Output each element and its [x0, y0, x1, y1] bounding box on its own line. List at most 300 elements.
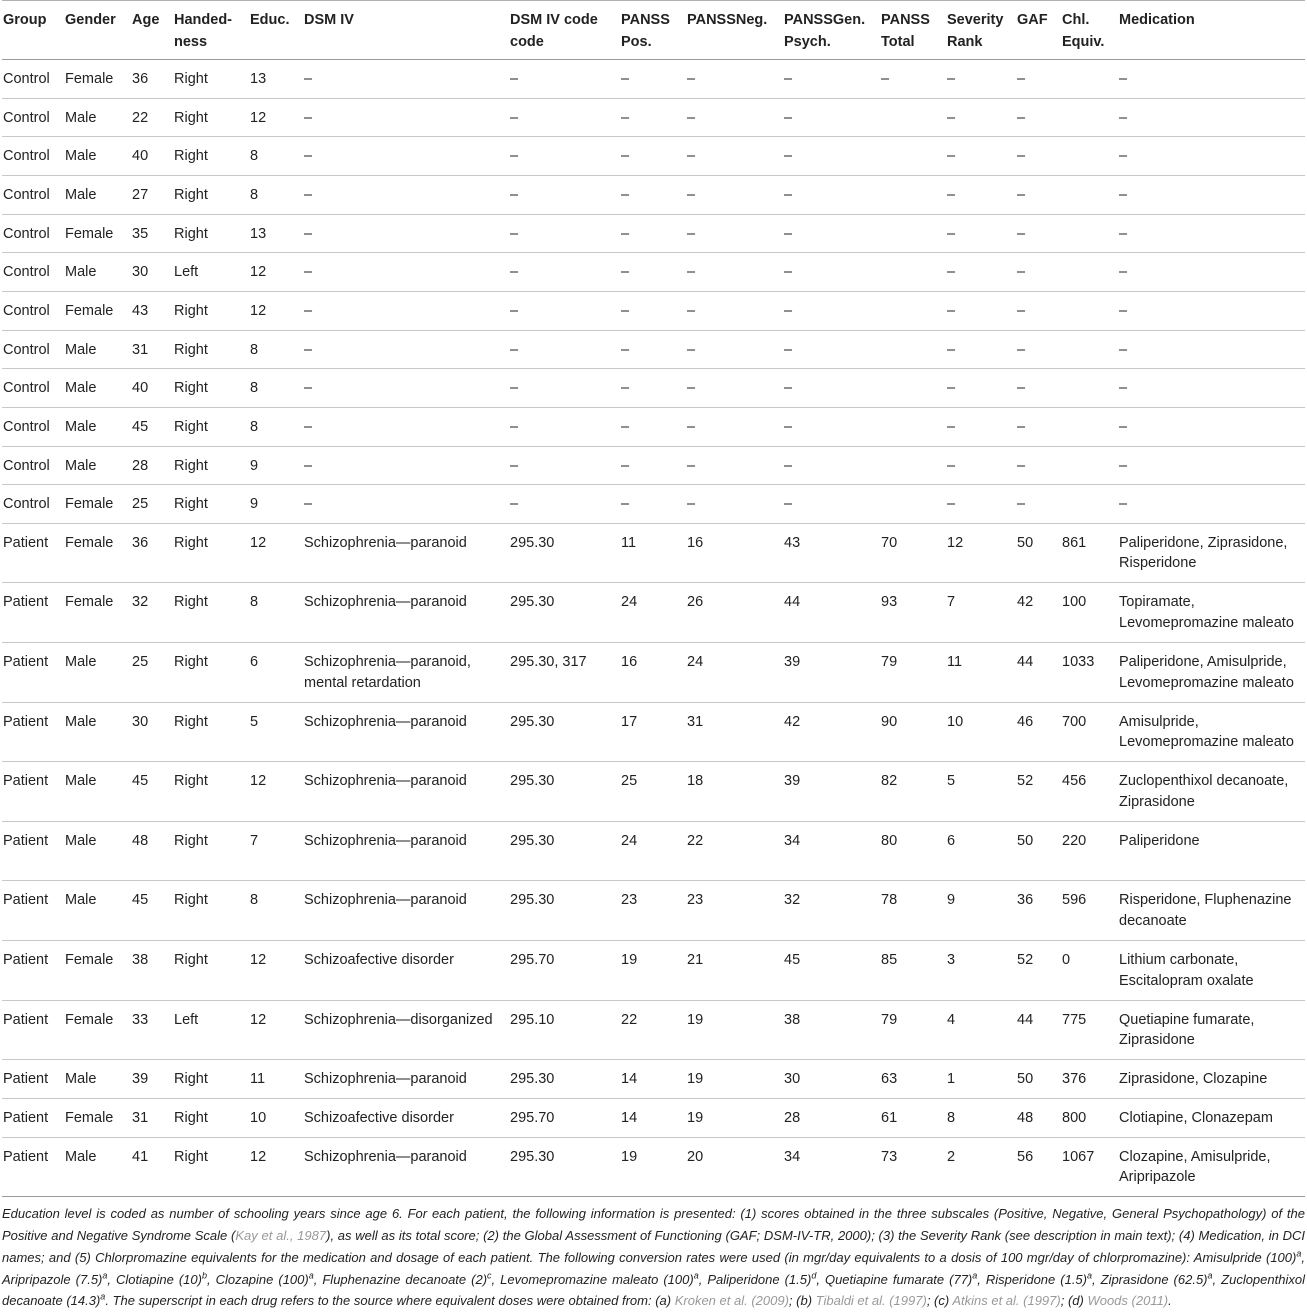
- cell-text: –: [510, 71, 519, 87]
- cell-neg: [686, 175, 783, 214]
- cell-text: –: [687, 302, 696, 319]
- cell-text: 12: [947, 534, 964, 551]
- ref-link[interactable]: Kroken et al. (2009): [674, 1293, 789, 1309]
- cell-chl: [1061, 214, 1118, 253]
- cell-text: 50: [1017, 832, 1034, 849]
- cell-text: –: [621, 264, 630, 281]
- cell-text: 100: [1062, 594, 1087, 611]
- column-header: [1118, 1, 1305, 60]
- cell-code: [509, 60, 620, 99]
- cell-text: 23: [687, 892, 704, 909]
- table-row: [2, 643, 1305, 703]
- cell-educ: [249, 369, 303, 408]
- cell-text: Clotiapine, Clonazepam: [1119, 1109, 1273, 1126]
- cell-text: Male: [65, 832, 97, 849]
- cell-text: Control: [3, 302, 50, 319]
- cell-text: –: [687, 71, 696, 87]
- cell-hand: [173, 821, 249, 881]
- cell-text: Patient: [3, 892, 49, 909]
- cell-text: Right: [174, 773, 208, 790]
- ref-link[interactable]: Tibaldi et al. (1997): [815, 1293, 927, 1309]
- cell-text: Schizophrenia—paranoid: [304, 1071, 467, 1088]
- cell-educ: [249, 702, 303, 762]
- cell-text: 24: [621, 594, 638, 611]
- cell-pos: [620, 941, 686, 1001]
- cell-code: [509, 821, 620, 881]
- cell-hand: [173, 60, 249, 99]
- cell-educ: [249, 214, 303, 253]
- cell-text: 45: [132, 892, 149, 909]
- cell-hand: [173, 762, 249, 822]
- cell-med: [1118, 1060, 1305, 1099]
- cell-educ: [249, 1098, 303, 1137]
- table-row: [2, 369, 1305, 408]
- cell-gaf: [1016, 821, 1061, 881]
- cell-text: 93: [881, 594, 898, 611]
- cell-text: Left: [174, 1011, 199, 1028]
- footnote-text: Education level is coded as number of schooling years since age 6. For each patient, the following information is presented: (1) scores obtained in the three subscales (Positive, Negative, General Psychopathology) of the Positive and Negative Syndrome Scale (: [2, 1206, 1305, 1243]
- cell-hand: [173, 523, 249, 583]
- cell-text: –: [947, 496, 956, 513]
- cell-neg: [686, 1000, 783, 1060]
- cell-rank: [946, 60, 1016, 99]
- cell-text: –: [621, 496, 630, 513]
- cell-text: Male: [65, 380, 97, 397]
- cell-med: [1118, 881, 1305, 941]
- table-row: [2, 881, 1305, 941]
- cell-rank: [946, 407, 1016, 446]
- column-header: [880, 1, 946, 60]
- cell-text: 27: [132, 186, 149, 203]
- cell-text: –: [621, 302, 630, 319]
- cell-text: –: [510, 380, 519, 397]
- cell-text: Levomepromazine maleato: [1119, 734, 1294, 751]
- cell-text: 22: [687, 832, 704, 849]
- cell-text: 24: [621, 832, 638, 849]
- cell-gender: [64, 485, 131, 524]
- cell-gen: [783, 330, 880, 369]
- cell-dsm: [303, 762, 509, 822]
- cell-text: 19: [621, 952, 638, 969]
- cell-gen: [783, 583, 880, 643]
- cell-text: 295.30, 317: [510, 654, 587, 671]
- cell-gaf: [1016, 523, 1061, 583]
- table-row: [2, 702, 1305, 762]
- cell-chl: [1061, 762, 1118, 822]
- cell-neg: [686, 446, 783, 485]
- cell-text: Patient: [3, 654, 49, 671]
- cell-text: 2: [947, 1148, 956, 1165]
- cell-rank: [946, 1098, 1016, 1137]
- cell-text: –: [947, 71, 956, 87]
- cell-dsm: [303, 60, 509, 99]
- cell-text: –: [1119, 264, 1128, 281]
- cell-pos: [620, 369, 686, 408]
- cell-pos: [620, 60, 686, 99]
- cell-text: Right: [174, 1071, 208, 1088]
- cell-total: [880, 1098, 946, 1137]
- cell-text: –: [784, 264, 793, 281]
- cell-text: Right: [174, 109, 208, 126]
- cell-age: [131, 485, 173, 524]
- cell-gen: [783, 446, 880, 485]
- cell-text: Control: [3, 341, 50, 358]
- cell-code: [509, 702, 620, 762]
- cell-hand: [173, 98, 249, 137]
- cell-text: 50: [1017, 534, 1034, 551]
- cell-text: 39: [784, 654, 801, 671]
- cell-neg: [686, 369, 783, 408]
- cell-med: [1118, 214, 1305, 253]
- cell-gaf: [1016, 446, 1061, 485]
- cell-text: Right: [174, 1148, 208, 1165]
- cell-text: 8: [250, 892, 259, 909]
- cell-text: 0: [1062, 952, 1071, 969]
- cell-neg: [686, 1098, 783, 1137]
- cell-text: –: [621, 225, 630, 242]
- table-row: [2, 485, 1305, 524]
- cell-text: 700: [1062, 713, 1087, 730]
- column-header-line: GAF: [1017, 12, 1048, 28]
- cell-text: Patient: [3, 1109, 49, 1126]
- cell-rank: [946, 583, 1016, 643]
- cell-group: [2, 291, 64, 330]
- cell-text: 73: [881, 1148, 898, 1165]
- cell-pos: [620, 330, 686, 369]
- cell-gender: [64, 60, 131, 99]
- column-header: [131, 1, 173, 60]
- cell-text: –: [1017, 225, 1026, 242]
- cell-text: Schizophrenia—disorganized: [304, 1011, 493, 1028]
- cell-age: [131, 175, 173, 214]
- cell-text: –: [784, 341, 793, 358]
- cell-text: Right: [174, 1109, 208, 1126]
- cell-text: 28: [784, 1109, 801, 1126]
- cell-text: Right: [174, 186, 208, 203]
- cell-text: Right: [174, 380, 208, 397]
- cell-hand: [173, 702, 249, 762]
- cell-pos: [620, 98, 686, 137]
- cell-text: Female: [65, 952, 114, 969]
- table-row: [2, 137, 1305, 176]
- ref-link[interactable]: Kay et al., 1987: [235, 1227, 327, 1243]
- cell-text: 25: [132, 654, 149, 671]
- cell-text: –: [510, 148, 519, 165]
- cell-group: [2, 643, 64, 703]
- cell-text: 20: [687, 1148, 704, 1165]
- column-header: [620, 1, 686, 60]
- column-header: [64, 1, 131, 60]
- cell-text: –: [687, 186, 696, 203]
- cell-age: [131, 1060, 173, 1099]
- cell-neg: [686, 137, 783, 176]
- column-header-line: PANSSGen.: [784, 12, 866, 28]
- cell-text: –: [687, 264, 696, 281]
- cell-text: Schizophrenia—paranoid: [304, 594, 467, 611]
- superscript: a: [1296, 1248, 1302, 1259]
- cell-med: [1118, 583, 1305, 643]
- cell-text: –: [1017, 148, 1026, 165]
- cell-gaf: [1016, 98, 1061, 137]
- cell-text: –: [947, 341, 956, 358]
- cell-group: [2, 702, 64, 762]
- cell-text: Control: [3, 380, 50, 397]
- cell-text: –: [304, 148, 313, 165]
- cell-text: Schizophrenia—paranoid: [304, 832, 467, 849]
- cell-educ: [249, 1000, 303, 1060]
- cell-gaf: [1016, 485, 1061, 524]
- cell-med: [1118, 253, 1305, 292]
- cell-hand: [173, 1137, 249, 1197]
- cell-text: decanoate: [1119, 912, 1187, 929]
- cell-dsm: [303, 137, 509, 176]
- cell-text: 32: [132, 594, 149, 611]
- cell-text: –: [784, 225, 793, 242]
- cell-total: [880, 941, 946, 1001]
- cell-neg: [686, 253, 783, 292]
- cell-text: Female: [65, 534, 114, 551]
- cell-text: Control: [3, 186, 50, 203]
- cell-hand: [173, 643, 249, 703]
- header-row: [2, 1, 1305, 60]
- cell-age: [131, 1098, 173, 1137]
- table-row: [2, 523, 1305, 583]
- superscript: a: [693, 1270, 699, 1281]
- cell-chl: [1061, 941, 1118, 1001]
- cell-text: –: [947, 457, 956, 474]
- table-row: [2, 1098, 1305, 1137]
- cell-educ: [249, 253, 303, 292]
- cell-text: 3: [947, 952, 956, 969]
- cell-med: [1118, 762, 1305, 822]
- column-header-line: DSM IV code: [510, 12, 598, 28]
- cell-code: [509, 330, 620, 369]
- cell-text: 13: [250, 71, 267, 87]
- cell-age: [131, 881, 173, 941]
- cell-text: –: [881, 71, 890, 87]
- cell-text: –: [1119, 496, 1128, 513]
- cell-pos: [620, 214, 686, 253]
- cell-dsm: [303, 702, 509, 762]
- cell-text: Male: [65, 654, 97, 671]
- cell-text: Right: [174, 148, 208, 165]
- cell-text: –: [304, 264, 313, 281]
- cell-text: 1067: [1062, 1148, 1095, 1165]
- cell-chl: [1061, 253, 1118, 292]
- cell-text: Risperidone: [1119, 555, 1197, 572]
- cell-hand: [173, 881, 249, 941]
- cell-text: –: [304, 496, 313, 513]
- cell-pos: [620, 881, 686, 941]
- cell-age: [131, 1000, 173, 1060]
- cell-total: [880, 485, 946, 524]
- cell-hand: [173, 214, 249, 253]
- cell-text: Control: [3, 109, 50, 126]
- cell-hand: [173, 253, 249, 292]
- cell-age: [131, 60, 173, 99]
- column-header-line: Severity: [947, 12, 1004, 28]
- column-header-line: Age: [132, 12, 160, 28]
- cell-text: Male: [65, 713, 97, 730]
- cell-rank: [946, 330, 1016, 369]
- footnote-text: , Risperidone (1.5): [977, 1271, 1087, 1287]
- cell-chl: [1061, 60, 1118, 99]
- cell-total: [880, 523, 946, 583]
- cell-text: Female: [65, 225, 114, 242]
- cell-text: Paliperidone: [1119, 832, 1200, 849]
- cell-med: [1118, 369, 1305, 408]
- cell-text: Female: [65, 302, 114, 319]
- cell-med: [1118, 1098, 1305, 1137]
- cell-educ: [249, 762, 303, 822]
- cell-group: [2, 214, 64, 253]
- ref-link[interactable]: Atkins et al. (1997): [952, 1293, 1061, 1309]
- cell-group: [2, 446, 64, 485]
- column-header-line: Equiv.: [1062, 34, 1105, 50]
- cell-educ: [249, 330, 303, 369]
- cell-gender: [64, 1098, 131, 1137]
- cell-text: –: [304, 71, 313, 87]
- cell-text: 42: [784, 713, 801, 730]
- cell-code: [509, 643, 620, 703]
- cell-gender: [64, 881, 131, 941]
- cell-text: Ziprasidone: [1119, 1032, 1195, 1049]
- cell-text: 34: [784, 1148, 801, 1165]
- cell-code: [509, 291, 620, 330]
- column-header: [303, 1, 509, 60]
- cell-text: Male: [65, 1148, 97, 1165]
- cell-educ: [249, 941, 303, 1001]
- cell-text: Right: [174, 892, 208, 909]
- cell-text: –: [784, 109, 793, 126]
- column-header-line: Medication: [1119, 12, 1195, 28]
- cell-pos: [620, 407, 686, 446]
- cell-text: 78: [881, 892, 898, 909]
- cell-age: [131, 941, 173, 1001]
- cell-text: –: [1017, 302, 1026, 319]
- cell-rank: [946, 291, 1016, 330]
- cell-text: 16: [687, 534, 704, 551]
- cell-dsm: [303, 330, 509, 369]
- cell-hand: [173, 291, 249, 330]
- column-header-line: Psych.: [784, 34, 831, 50]
- cell-gaf: [1016, 881, 1061, 941]
- cell-chl: [1061, 821, 1118, 881]
- cell-text: 11: [947, 654, 963, 671]
- cell-dsm: [303, 1000, 509, 1060]
- superscript: a: [1087, 1270, 1093, 1281]
- cell-neg: [686, 330, 783, 369]
- cell-text: –: [1017, 418, 1026, 435]
- cell-text: –: [1017, 264, 1026, 281]
- cell-med: [1118, 485, 1305, 524]
- cell-text: 50: [1017, 1071, 1034, 1088]
- cell-age: [131, 821, 173, 881]
- cell-text: –: [510, 225, 519, 242]
- cell-hand: [173, 446, 249, 485]
- cell-text: 44: [1017, 1011, 1034, 1028]
- cell-gen: [783, 1137, 880, 1197]
- cell-text: 5: [947, 773, 956, 790]
- cell-text: 295.70: [510, 952, 555, 969]
- table-row: [2, 330, 1305, 369]
- cell-gender: [64, 702, 131, 762]
- cell-text: Male: [65, 1071, 97, 1088]
- cell-gender: [64, 407, 131, 446]
- cell-text: 36: [1017, 892, 1034, 909]
- cell-text: Schizophrenia—paranoid: [304, 713, 467, 730]
- column-header-line: Educ.: [250, 12, 290, 28]
- cell-text: –: [687, 418, 696, 435]
- table-row: [2, 762, 1305, 822]
- cell-text: 6: [250, 654, 259, 671]
- cell-text: 5: [250, 713, 259, 730]
- cell-dsm: [303, 253, 509, 292]
- cell-text: 456: [1062, 773, 1087, 790]
- cell-text: –: [621, 341, 630, 358]
- cell-text: –: [1119, 109, 1128, 126]
- cell-text: –: [304, 225, 313, 242]
- cell-text: Right: [174, 496, 208, 513]
- cell-text: 12: [250, 773, 267, 790]
- cell-med: [1118, 523, 1305, 583]
- cell-text: –: [947, 186, 956, 203]
- cell-text: 44: [784, 594, 801, 611]
- cell-text: –: [784, 496, 793, 513]
- footnote-text: , Clozapine (100): [206, 1271, 309, 1287]
- cell-code: [509, 1060, 620, 1099]
- cell-code: [509, 407, 620, 446]
- cell-text: –: [304, 457, 313, 474]
- cell-text: Female: [65, 1109, 114, 1126]
- cell-chl: [1061, 643, 1118, 703]
- cell-code: [509, 1098, 620, 1137]
- column-header-line: ness: [174, 34, 208, 50]
- cell-chl: [1061, 291, 1118, 330]
- cell-neg: [686, 881, 783, 941]
- cell-total: [880, 291, 946, 330]
- cell-text: 80: [881, 832, 898, 849]
- cell-text: Patient: [3, 594, 49, 611]
- cell-text: 12: [250, 264, 267, 281]
- cell-text: –: [510, 264, 519, 281]
- cell-code: [509, 369, 620, 408]
- cell-gaf: [1016, 762, 1061, 822]
- cell-text: Male: [65, 892, 97, 909]
- cell-med: [1118, 175, 1305, 214]
- column-header-line: Total: [881, 34, 915, 50]
- cell-text: Control: [3, 418, 50, 435]
- cell-pos: [620, 583, 686, 643]
- table-row: [2, 821, 1305, 881]
- cell-hand: [173, 485, 249, 524]
- cell-hand: [173, 330, 249, 369]
- cell-text: Female: [65, 71, 114, 87]
- cell-chl: [1061, 330, 1118, 369]
- ref-link[interactable]: Woods (2011): [1087, 1293, 1169, 1309]
- cell-rank: [946, 98, 1016, 137]
- cell-rank: [946, 881, 1016, 941]
- cell-neg: [686, 821, 783, 881]
- cell-text: Control: [3, 225, 50, 242]
- cell-rank: [946, 446, 1016, 485]
- cell-text: 295.10: [510, 1011, 555, 1028]
- cell-text: 1: [947, 1071, 956, 1088]
- cell-text: 30: [132, 264, 149, 281]
- cell-gen: [783, 1098, 880, 1137]
- cell-gaf: [1016, 583, 1061, 643]
- cell-educ: [249, 583, 303, 643]
